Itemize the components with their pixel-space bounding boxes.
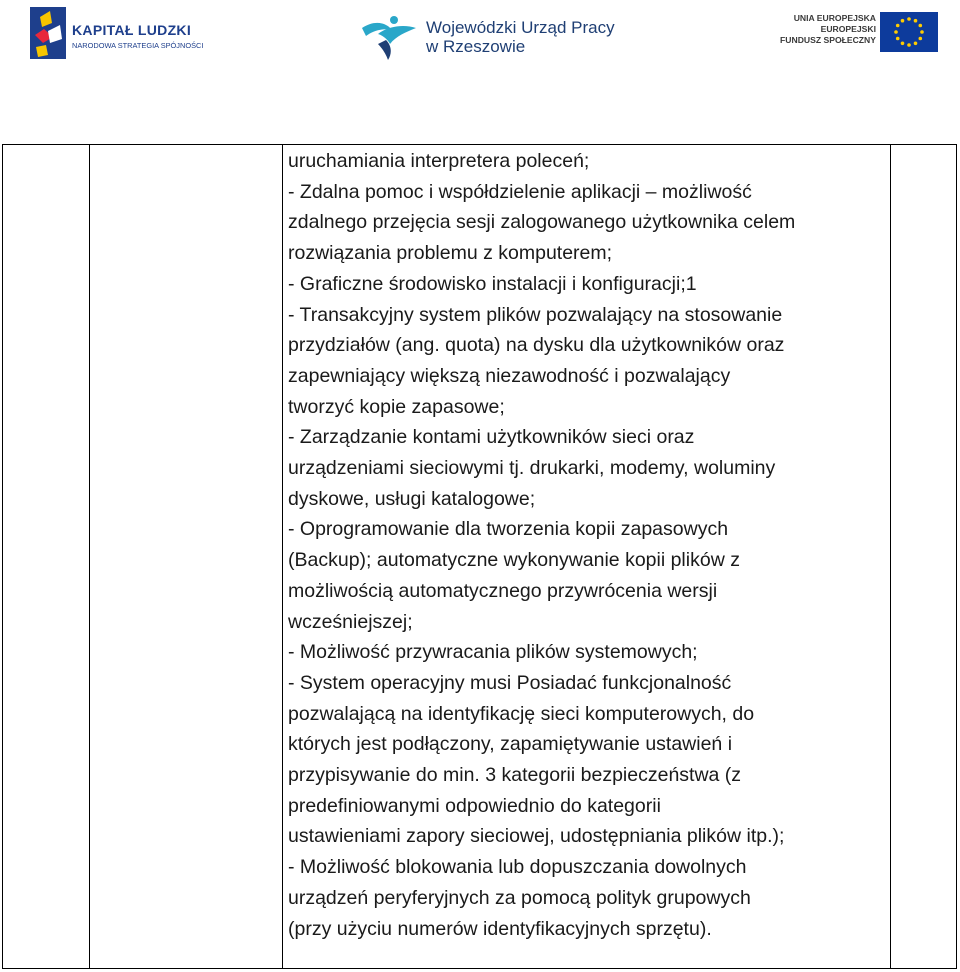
kapital-ludzki-logo — [30, 7, 204, 59]
cell-text-line: których jest podłączony, zapamiętywanie ustawień i — [288, 733, 733, 756]
page-header — [0, 0, 960, 75]
kapital-ludzki-emblem-icon — [30, 7, 66, 59]
cell-text-line: - System operacyjny musi Posiadać funkcjonalność — [288, 671, 732, 694]
cell-text-line: pozwalającą na identyfikację sieci komputerowych, do — [288, 702, 755, 725]
cell-text-line: - Oprogramowanie dla tworzenia kopii zapasowych — [288, 518, 729, 541]
kapital-ludzki-title: KAPITAŁ LUDZKI — [72, 22, 192, 38]
eu-text-line2: EUROPEJSKI — [820, 24, 876, 34]
cell-text-line: - Zarządzanie kontami użytkowników sieci oraz — [288, 426, 695, 449]
cell-text-line: rozwiązania problemu z komputerem; — [288, 242, 613, 265]
cell-text-line: - Graficzne środowisko instalacji i konfiguracji;1 — [288, 272, 697, 295]
cell-text-line: przypisywanie do min. 3 kategorii bezpieczeństwa (z — [288, 764, 742, 787]
cell-text-line: tworzyć kopie zapasowe; — [288, 395, 505, 418]
cell-text-line: predefiniowanymi odpowiednio do kategorii — [288, 794, 661, 817]
cell-text-line: - Transakcyjny system plików pozwalający na stosowanie — [288, 303, 783, 326]
eu-text-line1: UNIA EUROPEJSKA — [793, 13, 876, 23]
cell-text-line: urządzeniami sieciowymi tj. drukarki, modemy, woluminy — [288, 457, 776, 480]
eu-flag-icon — [880, 12, 938, 52]
eu-text-line3: FUNDUSZ SPOŁECZNY — [780, 35, 876, 45]
cell-text-line: (Backup); automatyczne wykonywanie kopii plików z — [288, 549, 740, 572]
cell-text-line: - Możliwość przywracania plików systemowych; — [288, 641, 698, 664]
table-column-divider-3 — [890, 145, 891, 968]
eu-text-block — [780, 13, 876, 46]
cell-text-line: zapewniający większą niezawodność i pozwalający — [288, 364, 731, 387]
cell-text-line: możliwością automatycznego przywrócenia wersji — [288, 579, 718, 602]
cell-text-line: (przy użyciu numerów identyfikacyjnych sprzętu). — [288, 917, 712, 940]
wup-name-line1: Wojewódzki Urząd Pracy — [426, 18, 615, 37]
cell-text-line: - Możliwość blokowania lub dopuszczania dowolnych — [288, 856, 747, 879]
wup-rzeszow-logo — [360, 10, 620, 62]
table-column-divider-2 — [282, 145, 283, 968]
cell-text-line: - Zdalna pomoc i współdzielenie aplikacji – możliwość — [288, 180, 752, 203]
cell-text-line: zdalnego przejęcia sesji zalogowanego użytkownika celem — [288, 211, 796, 234]
table-cell-description — [288, 146, 888, 944]
cell-text-line: dyskowe, usługi katalogowe; — [288, 487, 536, 510]
cell-text-line: przydziałów (ang. quota) na dysku dla użytkowników oraz — [288, 334, 785, 357]
cell-text-line: urządzeń peryferyjnych za pomocą polityk grupowych — [288, 886, 751, 909]
cell-text-line: ustawieniami zapory sieciowej, udostępniania plików itp.); — [288, 825, 785, 848]
kapital-ludzki-subtitle: NARODOWA STRATEGIA SPÓJNOŚCI — [72, 41, 204, 50]
cell-text-line: uruchamiania interpretera poleceń; — [288, 150, 590, 172]
wup-name-line2: w Rzeszowie — [426, 37, 526, 56]
table-column-divider-1 — [89, 145, 90, 968]
wup-bird-icon — [360, 10, 418, 62]
cell-text-line: wcześniejszej; — [288, 610, 413, 633]
eu-efs-logo — [780, 10, 940, 55]
